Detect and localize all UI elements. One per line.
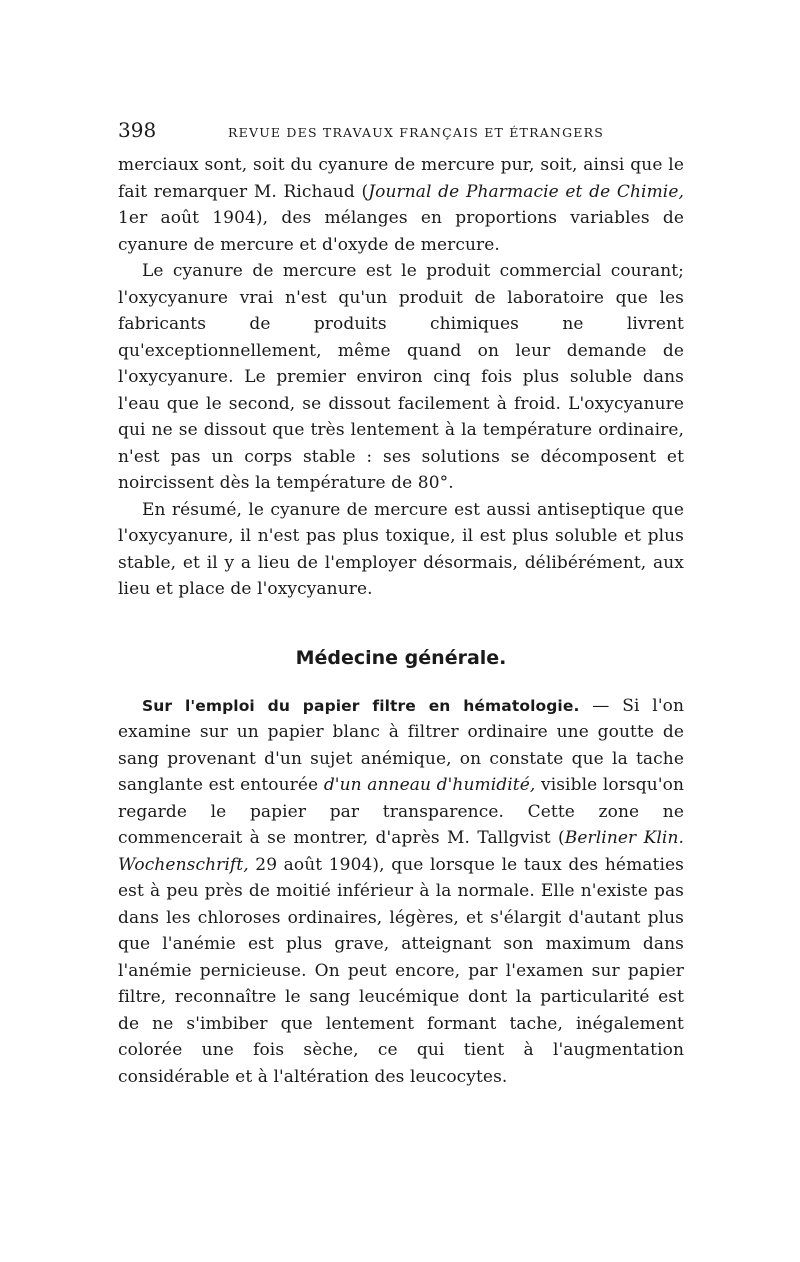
book-page [118, 118, 684, 1090]
journal-title: Journal de Pharmacie et de Chimie, [368, 181, 684, 202]
text-run: visible lorsqu'on regarde le papier par transparence. Cette zone ne commencerait à se montrer, d'après M. Tallgvist ( [118, 775, 684, 848]
journal-title: Berliner Klin. Wochenschrift, [118, 828, 684, 875]
page-number: 398 [118, 118, 157, 142]
text-run: 29 août 1904), que lorsque le taux des hématies est à peu près de moitié inférieur à la normale. Elle n'existe pas dans les chloroses ordinaires, légères, et s'élargit d'autant plus que l'anémie est plus grave, atteignant son maximum dans l'anémie pernicieuse. On peut encore, par l'examen sur papier filtre, reconnaître le sang leucémique dont la particularité est de ne s'imbiber que lentement formant tache, inégalement colorée une fois sèche, ce qui tient à l'augmentation considérable et à l'altération des leucocytes. [118, 854, 684, 1087]
page-header [118, 118, 684, 152]
paragraph-hematologie [118, 693, 684, 1091]
paragraph-cyanure: Le cyanure de mercure est le produit commercial courant; l'oxycyanure vrai n'est qu'un produit de laboratoire que les fabricants de produits chimiques ne livrent qu'exceptionnellement, même quand on leur demande de l'oxycyanure. Le premier environ cinq fois plus soluble dans l'eau que le second, se dissout facilement à froid. L'oxycyanure qui ne se dissout que très lentement à la température ordinaire, n'est pas un corps stable : ses solutions se décomposent et noircissent dès la température de 80°. [118, 261, 684, 493]
paragraph-continuation [118, 152, 684, 258]
italic-phrase: d'un anneau d'humidité, [323, 775, 536, 795]
text-run: merciaux sont, soit du cyanure de mercure pur, soit, ainsi que le fait remarquer M. Richaud ( [118, 155, 684, 202]
running-head: REVUE DES TRAVAUX FRANÇAIS ET ÉTRANGERS [228, 125, 604, 140]
paragraph-resume: En résumé, le cyanure de mercure est aussi antiseptique que l'oxycyanure, il n'est pas plus toxique, il est plus soluble et plus stable, et il y a lieu de l'employer désormais, délibérément, aux lieu et place de l'oxycyanure. [118, 499, 684, 599]
article-lead: Sur l'emploi du papier filtre en hématologie. [142, 696, 580, 715]
text-run: — Si l'on examine sur un papier blanc à filtrer ordinaire une goutte de sang provenant d'un sujet anémique, on constate que la tache sanglante est entourée [118, 695, 684, 795]
text-run: 1er août 1904), des mélanges en proportions variables de cyanure de mercure et d'oxyde de mercure. [118, 208, 684, 255]
section-title: Médecine générale. [295, 646, 507, 669]
